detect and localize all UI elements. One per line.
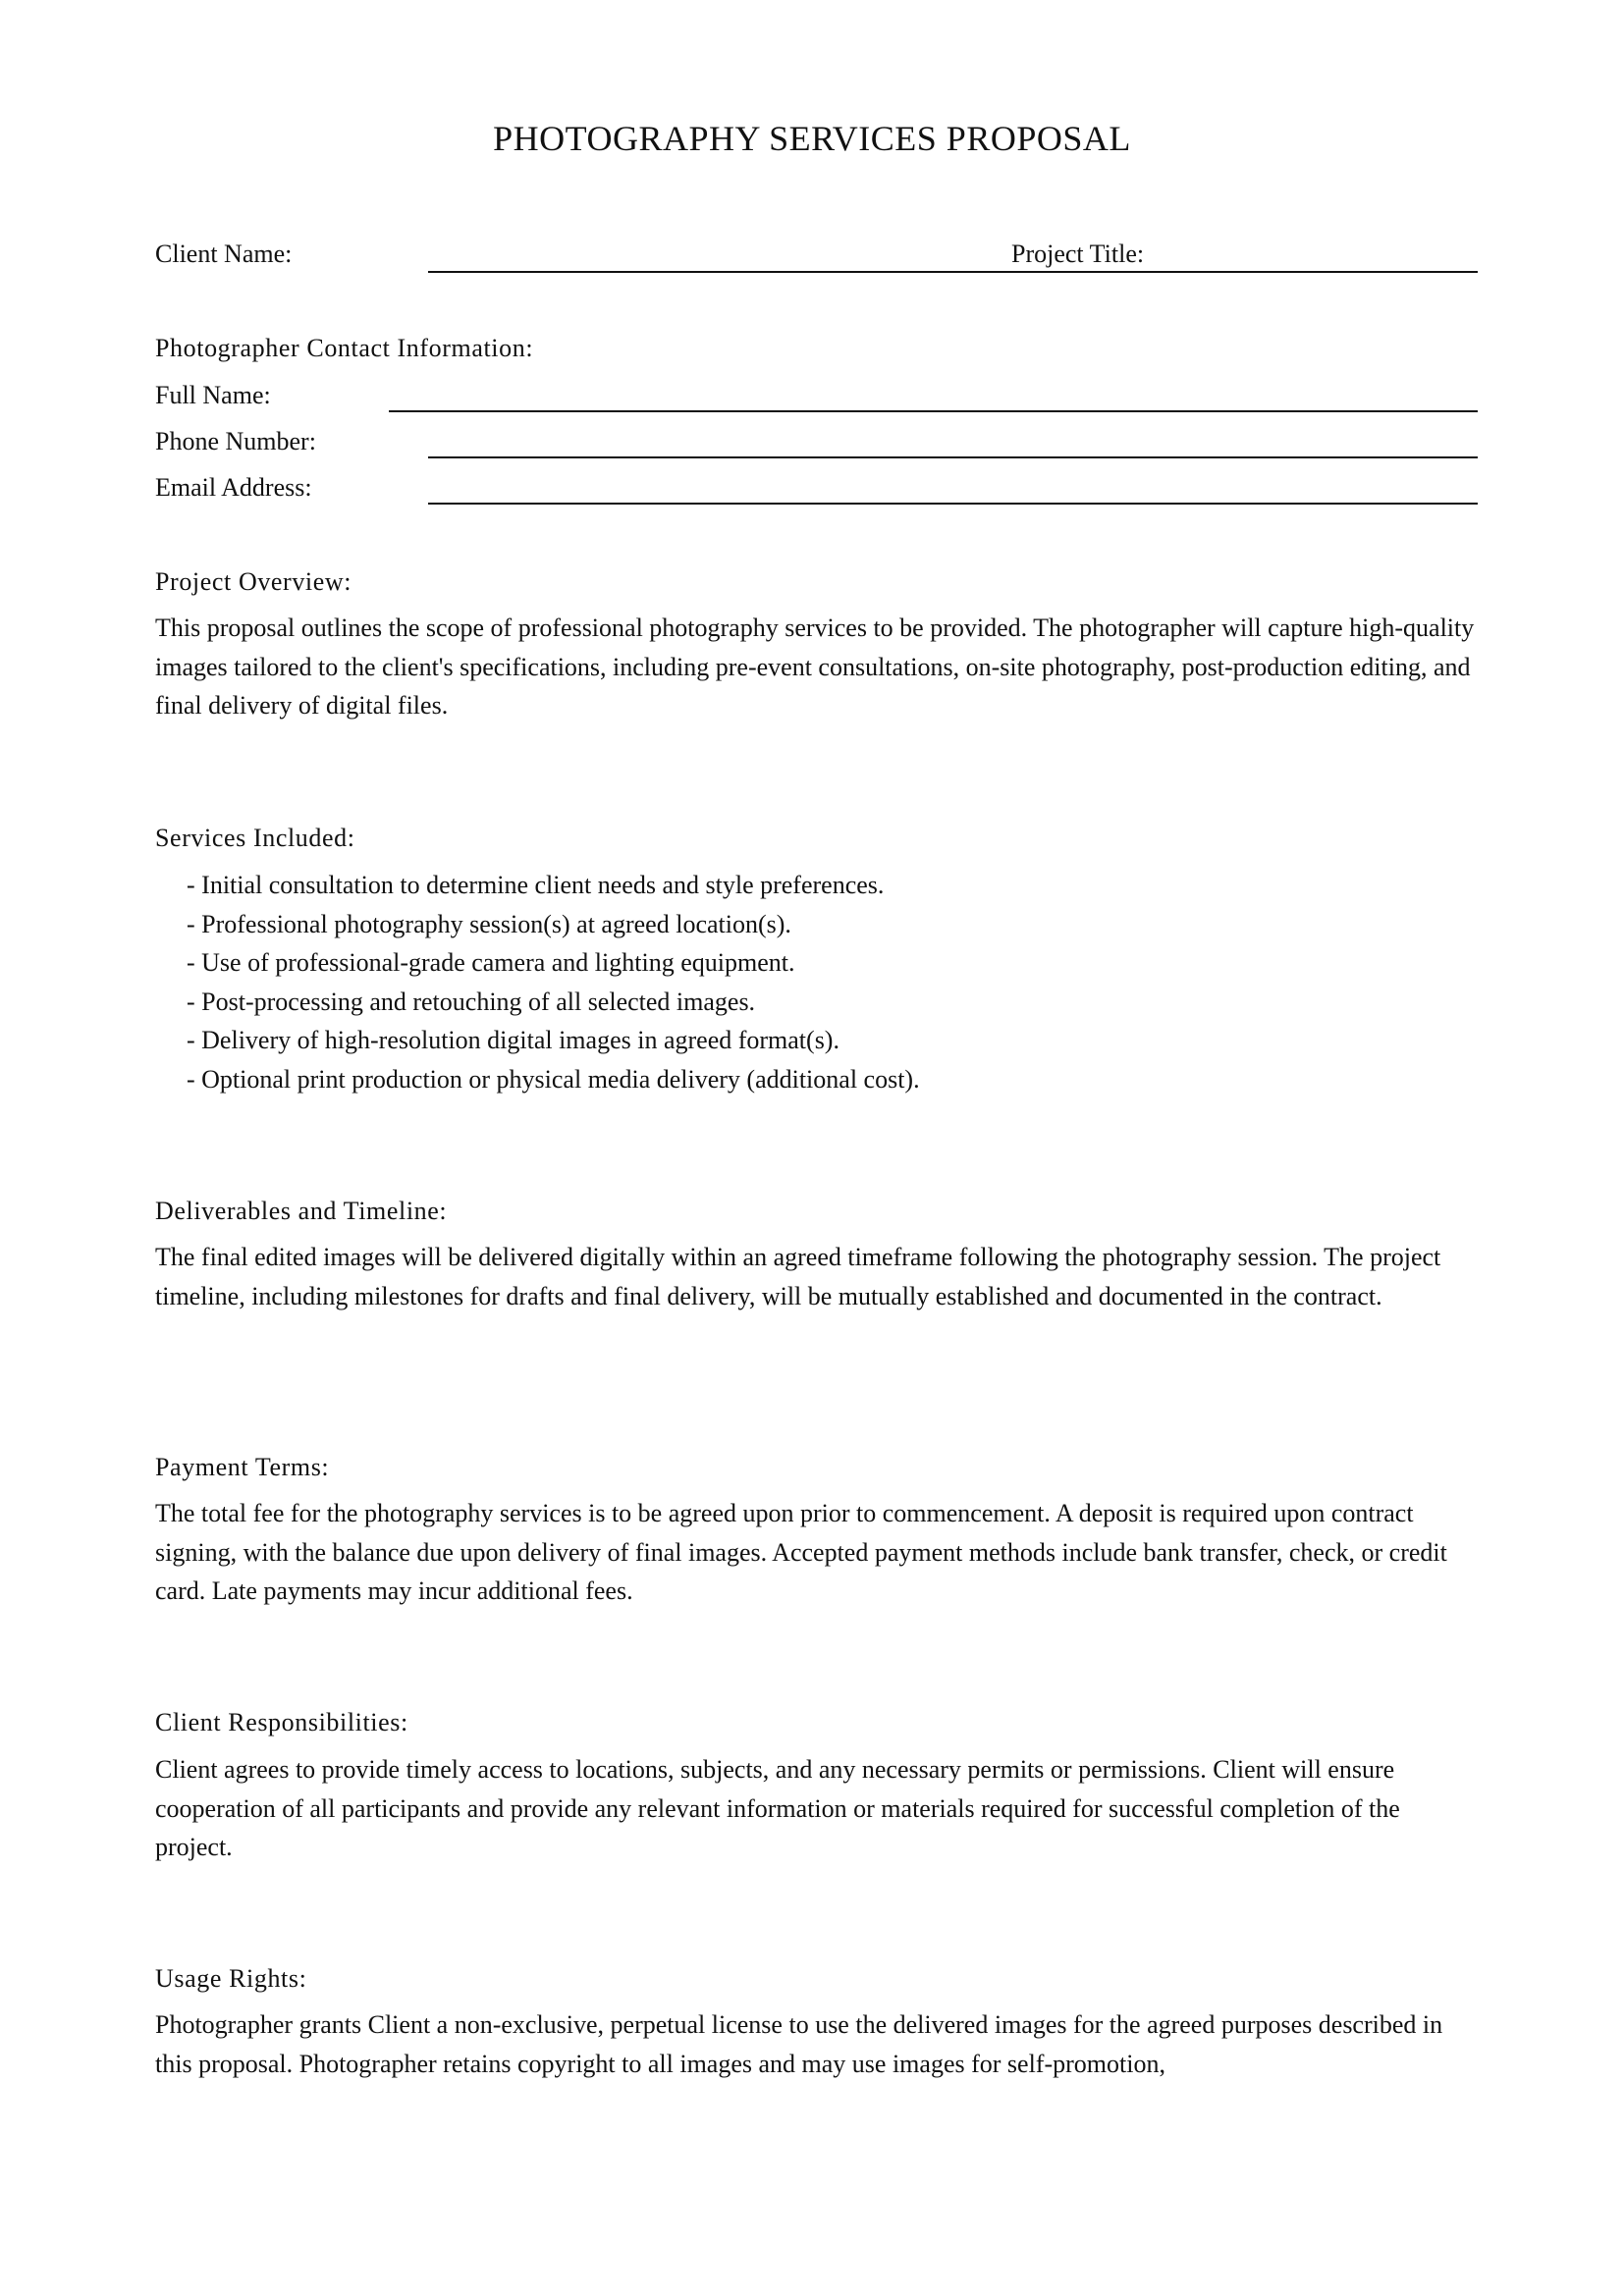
services-list-item: - Initial consultation to determine client needs and style preferences.: [187, 871, 885, 899]
full-name-label: Full Name:: [155, 381, 271, 409]
services-heading: Services Included:: [155, 824, 355, 852]
services-list-item: - Delivery of high-resolution digital images in agreed format(s).: [187, 1026, 839, 1054]
deliverables-heading: Deliverables and Timeline:: [155, 1197, 448, 1225]
services-list-item: - Professional photography session(s) at agreed location(s).: [187, 909, 791, 938]
phone-number-field[interactable]: [428, 456, 1478, 458]
phone-number-label: Phone Number:: [155, 427, 316, 455]
client-responsibilities-heading: Client Responsibilities:: [155, 1708, 408, 1736]
services-list-item: - Optional print production or physical media delivery (additional cost).: [187, 1064, 920, 1094]
overview-text: This proposal outlines the scope of professional photography services to be provided. The photographer will capture high-quality images tailored to the client's specifications, including pre-event consultations, on-site photography, post-production editing, and final delivery of digital files.: [155, 614, 1475, 720]
payment-text: The total fee for the photography services is to be agreed upon prior to commencement. A deposit is required upon contract signing, with the balance due upon delivery of final images. Accepted payment methods include bank transfer, check, or credit card. Late payments may incur additional fees.: [155, 1499, 1447, 1605]
usage-rights-heading: Usage Rights:: [155, 1964, 307, 1993]
document-title: PHOTOGRAPHY SERVICES PROPOSAL: [493, 119, 1131, 158]
usage-rights-text: Photographer grants Client a non-exclusive, perpetual license to use the delivered images for the agreed purposes described in this proposal. Photographer retains copyright to all images and may use images for self-promotion,: [155, 2010, 1443, 2078]
contact-heading: Photographer Contact Information:: [155, 334, 534, 362]
email-address-label: Email Address:: [155, 473, 312, 502]
services-list: [187, 866, 920, 1098]
services-list-item: - Post-processing and retouching of all selected images.: [187, 987, 756, 1016]
client-name-label: Client Name:: [155, 240, 293, 268]
full-name-field[interactable]: [389, 410, 1478, 412]
payment-heading: Payment Terms:: [155, 1453, 330, 1481]
client-name-field[interactable]: [428, 271, 1478, 273]
email-address-field[interactable]: [428, 503, 1478, 505]
client-responsibilities-text: Client agrees to provide timely access to locations, subjects, and any necessary permits or permissions. Client will ensure cooperation of all participants and provide any relevant information or materials required for successful completion of the project.: [155, 1755, 1400, 1861]
project-title-label: Project Title:: [1011, 240, 1145, 268]
overview-heading: Project Overview:: [155, 567, 352, 596]
deliverables-text: The final edited images will be delivered digitally within an agreed timeframe following the photography session. The project timeline, including milestones for drafts and final delivery, will be mutually established and documented in the contract.: [155, 1243, 1441, 1310]
services-list-item: - Use of professional-grade camera and lighting equipment.: [187, 948, 795, 977]
